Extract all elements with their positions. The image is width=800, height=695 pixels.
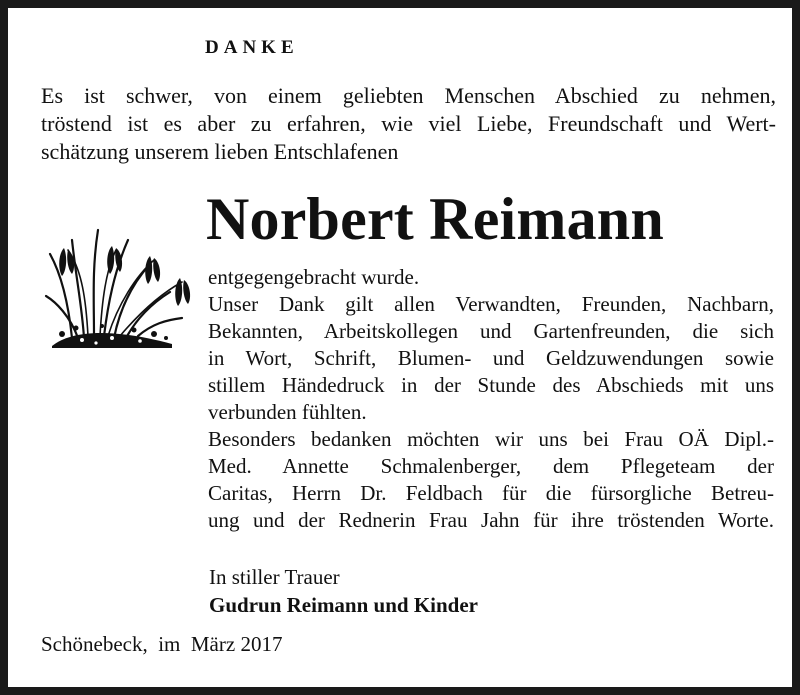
body-line: Besonders bedanken möchten wir uns bei Frau OÄ Dipl.- <box>208 427 774 451</box>
snowdrops-illustration <box>42 220 194 350</box>
body-line: stillem Händedruck in der Stunde des Abschieds mit uns <box>208 373 774 397</box>
intro-line: schätzung unserem lieben Entschlafenen <box>41 139 399 164</box>
intro-line: tröstend ist es aber zu erfahren, wie viel Liebe, Freundschaft und Wert- <box>41 111 776 136</box>
body-line: Unser Dank gilt allen Verwandten, Freunden, Nachbarn, <box>208 292 774 316</box>
body-line: Bekannten, Arbeitskollegen und Gartenfreunden, die sich <box>208 319 774 343</box>
body-line: entgegengebracht wurde. <box>208 265 420 289</box>
closing-block <box>209 563 478 619</box>
body-line: in Wort, Schrift, Blumen- und Geldzuwendungen sowie <box>208 346 774 370</box>
intro-paragraph <box>41 82 776 166</box>
place-date: Schönebeck, im März 2017 <box>41 632 283 656</box>
intro-line: Es ist schwer, von einem geliebten Menschen Abschied zu nehmen, <box>41 83 776 108</box>
family-signature: Gudrun Reimann und Kinder <box>209 593 479 617</box>
body-line: Caritas, Herrn Dr. Feldbach für die fürsorgliche Betreu- <box>208 481 774 505</box>
deceased-name: Norbert Reimann <box>206 186 664 252</box>
body-line: Med. Annette Schmalenberger, dem Pflegeteam der <box>208 454 774 478</box>
notice-heading: DANKE <box>205 37 299 58</box>
body-line: ung und der Rednerin Frau Jahn für ihre tröstenden Worte. <box>208 508 774 532</box>
body-line: verbunden fühlten. <box>208 400 367 424</box>
closing-phrase: In stiller Trauer <box>209 565 340 589</box>
body-paragraph <box>208 264 774 534</box>
